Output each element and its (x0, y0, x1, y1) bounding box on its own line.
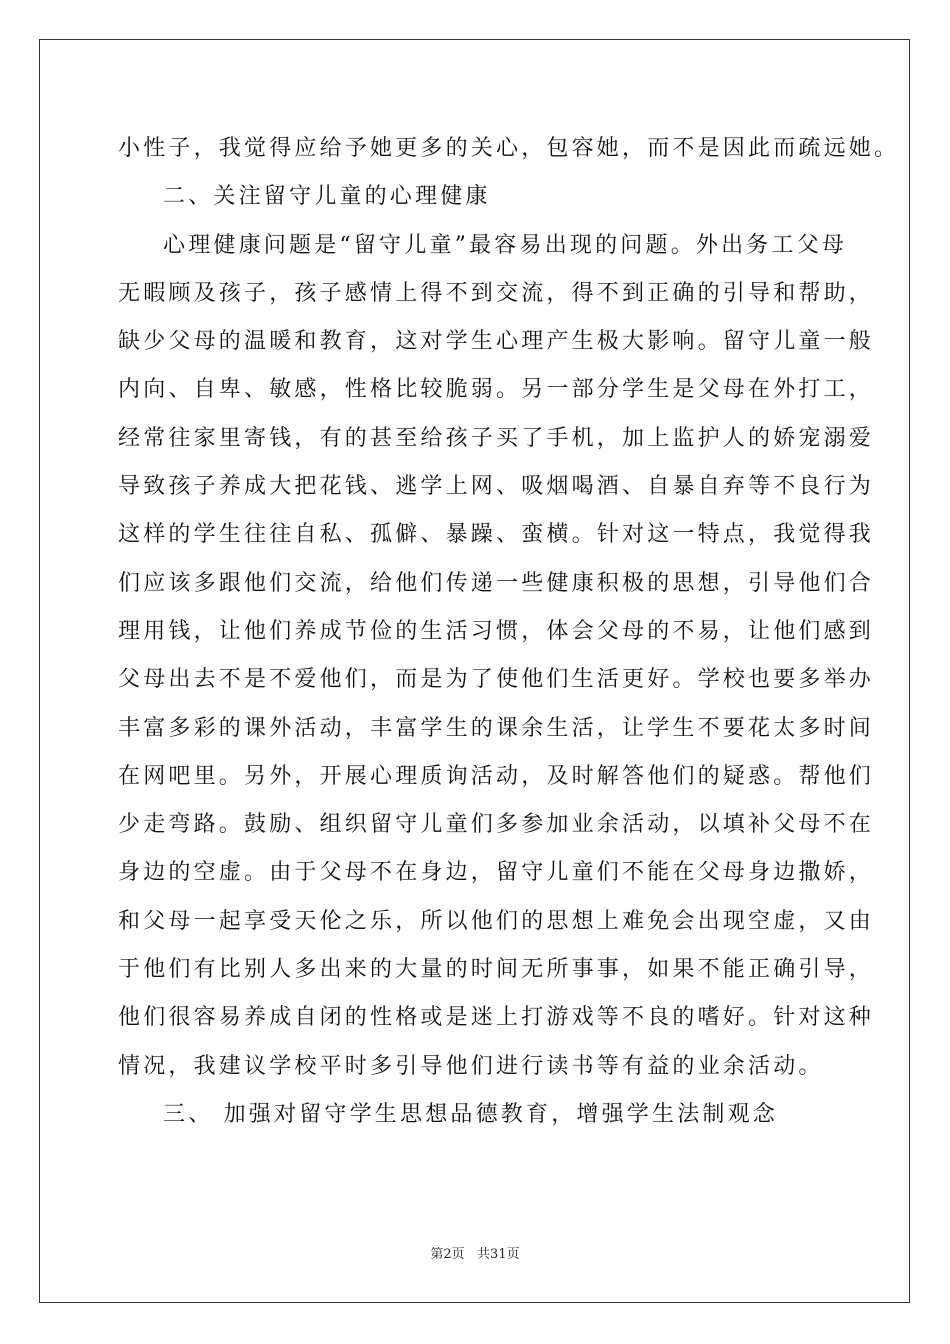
text-line: 在网吧里。另外，开展心理质询活动，及时解答他们的疑惑。帮他们 (118, 763, 875, 789)
text-line: 他们很容易养成自闭的性格或是迷上打游戏等不良的嗜好。针对这种 (118, 1005, 875, 1031)
text-line: 内向、自卑、敏感，性格比较脆弱。另一部分学生是父母在外打工， (118, 377, 875, 403)
text-line: 缺少父母的温暖和教育，这对学生心理产生极大影响。留守儿童一般 (118, 329, 875, 355)
page-number: 第2页 共31页 (430, 1247, 520, 1262)
text-line: 这样的学生往往自私、孤僻、暴躁、蛮横。针对这一特点，我觉得我 (118, 522, 875, 548)
text-line: 身边的空虚。由于父母不在身边，留守儿童们不能在父母身边撒娇， (118, 860, 875, 886)
text-line: 丰富多彩的课外活动，丰富学生的课余生活，让学生不要花太多时间 (118, 715, 875, 741)
text-line: 心理健康问题是“留守儿童”最容易出现的问题。外出务工父母 (163, 232, 848, 258)
text-line: 少走弯路。鼓励、组织留守儿童们多参加业余活动，以填补父母不在 (118, 812, 875, 838)
section-heading: 三、 加强对留守学生思想品德教育，增强学生法制观念 (163, 1101, 778, 1127)
text-line: 们应该多跟他们交流，给他们传递一些健康积极的思想，引导他们合 (118, 570, 875, 596)
text-line: 经常往家里寄钱，有的甚至给孩子买了手机，加上监护人的娇宠溺爱 (118, 425, 875, 451)
text-line: 和父母一起享受天伦之乐，所以他们的思想上难免会出现空虚，又由 (118, 908, 875, 934)
text-line: 理用钱，让他们养成节俭的生活习惯，体会父母的不易，让他们感到 (118, 618, 875, 644)
document-body (118, 125, 900, 1139)
text-line: 情况，我建议学校平时多引导他们进行读书等有益的业余活动。 (118, 1053, 824, 1079)
section-heading: 二、关注留守儿童的心理健康 (163, 184, 491, 210)
text-line: 导致孩子养成大把花钱、逃学上网、吸烟喝酒、自暴自弃等不良行为 (118, 474, 875, 500)
text-line: 父母出去不是不爱他们，而是为了使他们生活更好。学校也要多举办 (118, 667, 875, 693)
text-line: 无暇顾及孩子，孩子感情上得不到交流，得不到正确的引导和帮助， (118, 280, 875, 306)
text-line: 于他们有比别人多出来的大量的时间无所事事，如果不能正确引导， (118, 957, 875, 983)
text-line: 小性子，我觉得应给予她更多的关心，包容她，而不是因此而疏远她。 (118, 136, 900, 161)
